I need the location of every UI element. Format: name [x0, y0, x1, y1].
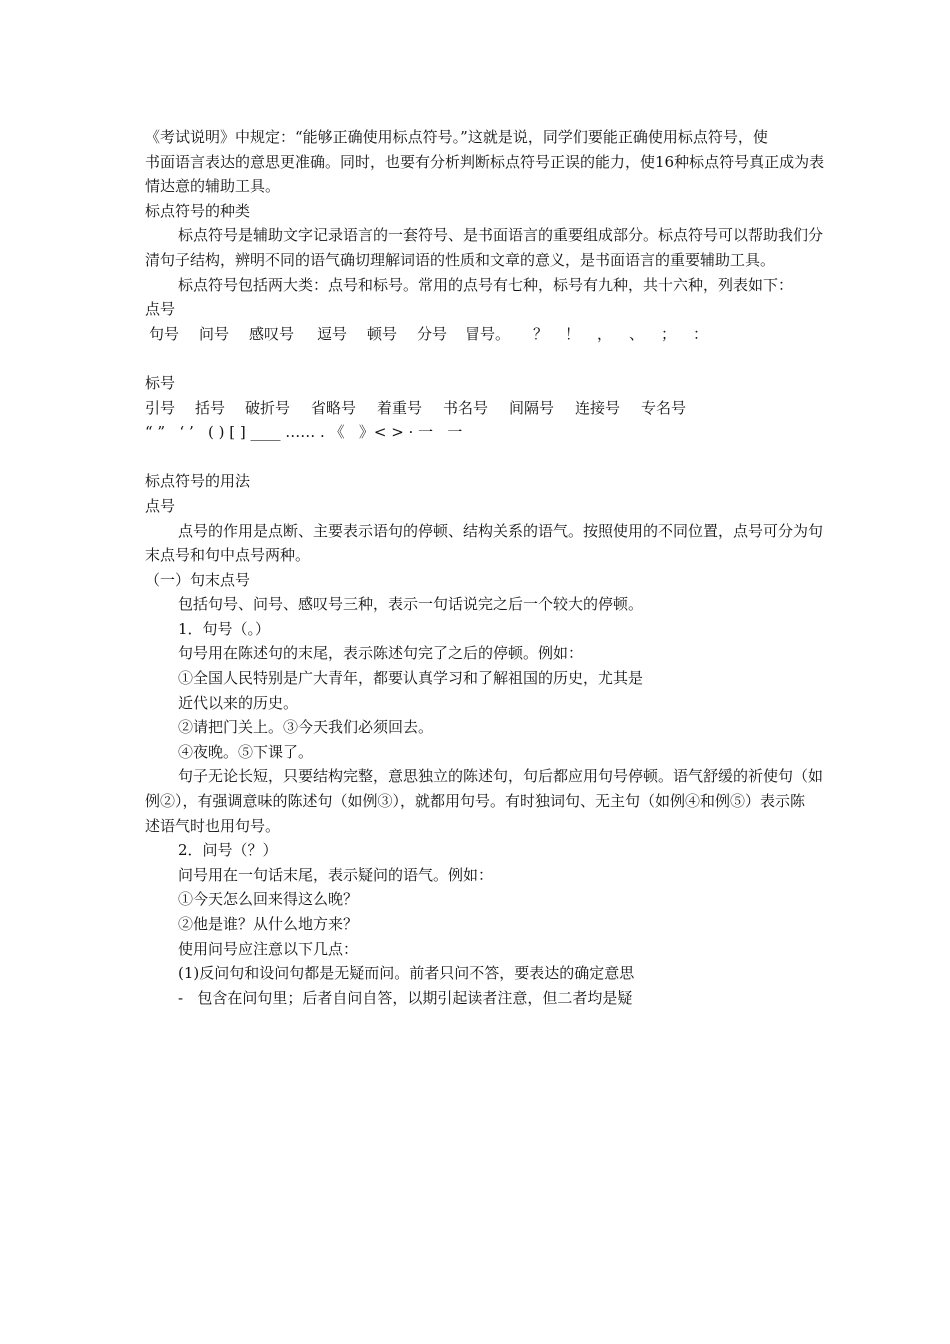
biaohao-name: 省略号 — [311, 398, 357, 417]
juhao-example-1: ①全国人民特别是广大青年，都要认真学习和了解祖国的历史，尤其是 — [178, 669, 644, 688]
usage-para1-line-2: 末点号和句中点号两种。 — [145, 546, 311, 565]
biaohao-name: 间隔号 — [509, 398, 555, 417]
wenhao-notes-intro: 使用问号应注意以下几点： — [178, 939, 359, 958]
dianhao-name: 分号 — [417, 324, 448, 343]
biaohao-name: 引号 — [145, 398, 176, 417]
biaohao-name: 连接号 — [575, 398, 621, 417]
document-page — [145, 125, 825, 1010]
types-para1-line-1: 标点符号是辅助文字记录语言的一套符号、是书面语言的重要组成部分。标点符号可以帮助我们分 — [178, 226, 824, 245]
biaohao-symbols: “ ” ‘ ’ ( ) [ ] ____ …… . 《 》< > · 一 一 — [145, 423, 463, 442]
blank-line — [145, 445, 810, 470]
wenhao-desc: 问号用在一句话末尾，表示疑问的语气。例如： — [178, 865, 494, 884]
juhao-desc: 句号用在陈述句的末尾，表示陈述句完了之后的停顿。例如： — [178, 644, 584, 663]
part1-desc: 包括句号、问号、感叹号三种，表示一句话说完之后一个较大的停顿。 — [178, 595, 644, 614]
usage-sub-heading: 点号 — [145, 496, 176, 515]
biaohao-name: 着重号 — [377, 398, 423, 417]
juhao-example-4-5: ④夜晚。⑤下课了。 — [178, 742, 314, 761]
dianhao-name: 逗号 — [317, 324, 348, 343]
dianhao-name: 顿号 — [367, 324, 398, 343]
wenhao-title: 2．问号（？） — [178, 841, 278, 860]
dianhao-name: 问号 — [199, 324, 230, 343]
intro-line-2: 书面语言表达的意思更准确。同时，也要有分析判断标点符号正误的能力，使16种标点符号真正成为表 — [145, 152, 825, 171]
intro-line-1: 《考试说明》中规定：“能够正确使用标点符号。”这就是说，同学们要能正确使用标点符号，使 — [145, 128, 768, 146]
intro-line-3: 情达意的辅助工具。 — [145, 177, 281, 196]
juhao-note-line-2: 例②），有强调意味的陈述句（如例③），就都用句号。有时独词句、无主句（如例④和例⑤）表示陈 — [145, 792, 806, 811]
juhao-title: 1．句号（。） — [178, 619, 271, 638]
biaohao-name: 专名号 — [641, 398, 687, 417]
wenhao-example-1: ①今天怎么回来得这么晚？ — [178, 890, 359, 909]
types-para1-line-2: 清句子结构，辨明不同的语气确切理解词语的性质和文章的意义，是书面语言的重要辅助工具。 — [145, 250, 776, 269]
section-heading-usage: 标点符号的用法 — [145, 472, 251, 491]
dianhao-symbol: 、 — [629, 324, 645, 343]
dianhao-label: 点号 — [145, 300, 176, 319]
dianhao-name: 句号 — [149, 324, 180, 343]
wenhao-example-2: ②他是谁？从什么地方来？ — [178, 915, 359, 933]
biaohao-label: 标号 — [145, 373, 176, 392]
biaohao-row — [145, 396, 810, 421]
dianhao-symbol: ； — [661, 324, 677, 343]
dianhao-name: 感叹号 — [249, 324, 295, 343]
juhao-example-2-3: ②请把门关上。③今天我们必须回去。 — [178, 718, 434, 737]
part1-title: （一）句末点号 — [145, 570, 251, 589]
biaohao-name: 书名号 — [443, 398, 489, 417]
juhao-note-line-1: 句子无论长短，只要结构完整，意思独立的陈述句，句后都应用句号停顿。语气舒缓的祈使句（如 — [178, 767, 824, 786]
dianhao-symbol: ！ — [565, 324, 581, 343]
juhao-note-line-3: 述语气时也用句号。 — [145, 816, 281, 835]
dianhao-name: 冒号。 — [465, 324, 511, 343]
biaohao-name: 括号 — [195, 398, 226, 417]
section-heading-types: 标点符号的种类 — [145, 201, 251, 220]
blank-line — [145, 346, 810, 371]
wenhao-note-1-cont: - 包含在问句里；后者自问自答，以期引起读者注意，但二者均是疑 — [178, 988, 633, 1007]
dianhao-symbol: ： — [693, 324, 709, 343]
dianhao-symbol: ？ — [533, 324, 549, 343]
types-para2: 标点符号包括两大类：点号和标号。常用的点号有七种，标号有九种，共十六种，列表如下： — [178, 275, 794, 294]
dianhao-row — [145, 322, 810, 347]
juhao-example-1-cont: 近代以来的历史。 — [178, 693, 299, 712]
usage-para1-line-1: 点号的作用是点断、主要表示语句的停顿、结构关系的语气。按照使用的不同位置，点号可分为句 — [178, 521, 824, 540]
biaohao-name: 破折号 — [245, 398, 291, 417]
wenhao-note-1: (1)反问句和设问句都是无疑而问。前者只问不答，要表达的确定意思 — [178, 964, 635, 983]
dianhao-symbol: ， — [597, 324, 613, 343]
